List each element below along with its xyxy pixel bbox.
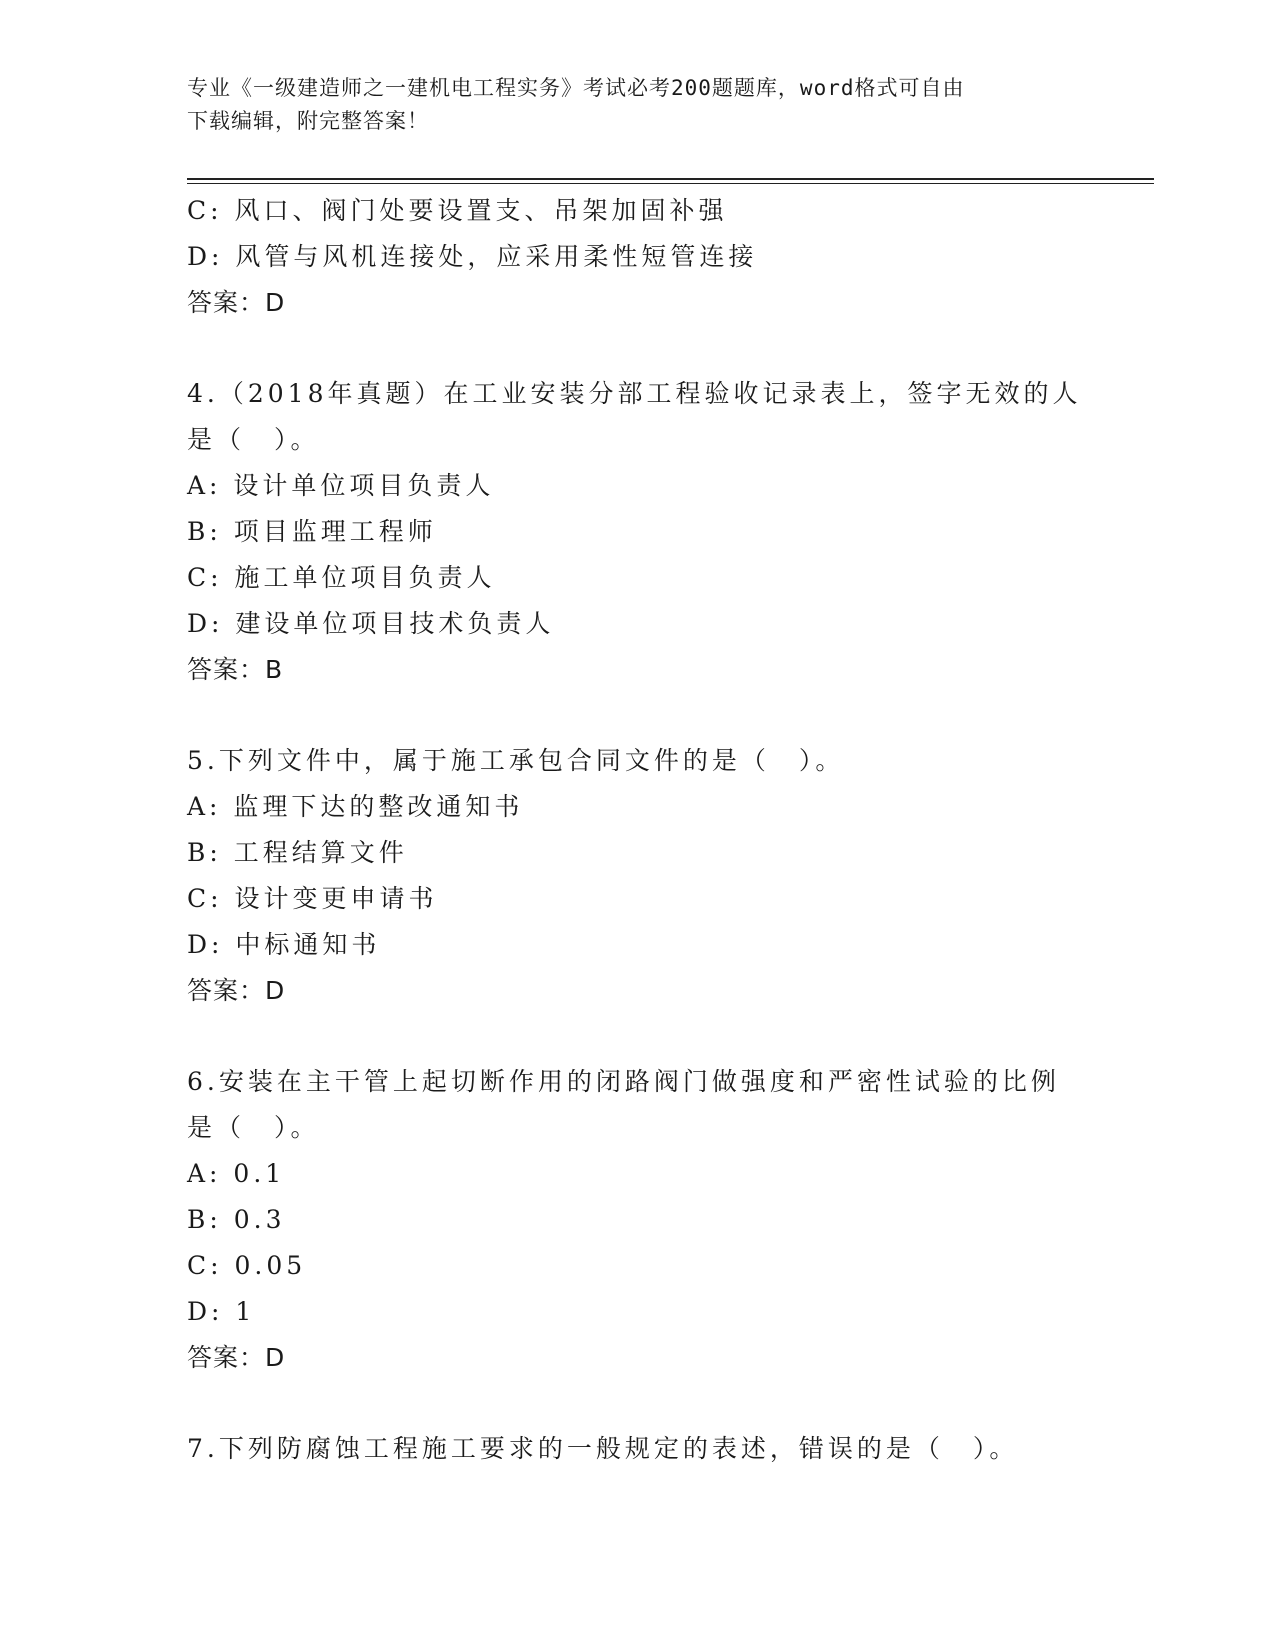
option-c: C: 0.05 (187, 1251, 307, 1280)
option-b: B: 项目监理工程师 (187, 517, 437, 546)
header-rule-thick (187, 178, 1154, 180)
document-header (187, 72, 1077, 138)
question-stem: 是（ ）。 (187, 1113, 320, 1142)
option-d: D: 风管与风机连接处，应采用柔性短管连接 (187, 242, 758, 271)
option-b: B: 工程结算文件 (187, 838, 408, 867)
option-c: C: 风口、阀门处要设置支、吊架加固补强 (187, 196, 728, 225)
question-stem: 7.下列防腐蚀工程施工要求的一般规定的表述，错误的是（ ）。 (187, 1434, 1019, 1463)
option-d: D: 建设单位项目技术负责人 (187, 609, 555, 638)
question-block-6 (187, 1059, 1087, 1381)
question-block-7 (187, 1426, 1087, 1472)
question-stem: 6.安装在主干管上起切断作用的闭路阀门做强度和严密性试验的比例 (187, 1067, 1060, 1096)
answer-line: 答案：B (187, 655, 284, 684)
option-d: D: 1 (187, 1297, 256, 1326)
question-block-5 (187, 738, 1087, 1014)
option-a: A: 0.1 (187, 1159, 286, 1188)
question-stem: 4.（2018年真题）在工业安装分部工程验收记录表上，签字无效的人 (187, 379, 1082, 408)
header-line-2: 下载编辑，附完整答案！ (187, 109, 429, 133)
option-c: C: 设计变更申请书 (187, 884, 438, 913)
question-stem: 是（ ）。 (187, 425, 320, 454)
option-d: D: 中标通知书 (187, 930, 381, 959)
answer-line: 答案：D (187, 976, 286, 1005)
question-block-4 (187, 371, 1087, 693)
option-a: A: 监理下达的整改通知书 (187, 792, 524, 821)
question-block-3 (187, 188, 1087, 326)
header-line-1: 专业《一级建造师之一建机电工程实务》考试必考200题题库，word格式可自由 (187, 76, 965, 100)
question-stem: 5.下列文件中，属于施工承包合同文件的是（ ）。 (187, 746, 845, 775)
option-c: C: 施工单位项目负责人 (187, 563, 496, 592)
option-a: A: 设计单位项目负责人 (187, 471, 495, 500)
answer-line: 答案：D (187, 288, 286, 317)
question-list (187, 188, 1087, 1472)
header-rule-thin (187, 183, 1154, 184)
answer-line: 答案：D (187, 1343, 286, 1372)
option-b: B: 0.3 (187, 1205, 286, 1234)
